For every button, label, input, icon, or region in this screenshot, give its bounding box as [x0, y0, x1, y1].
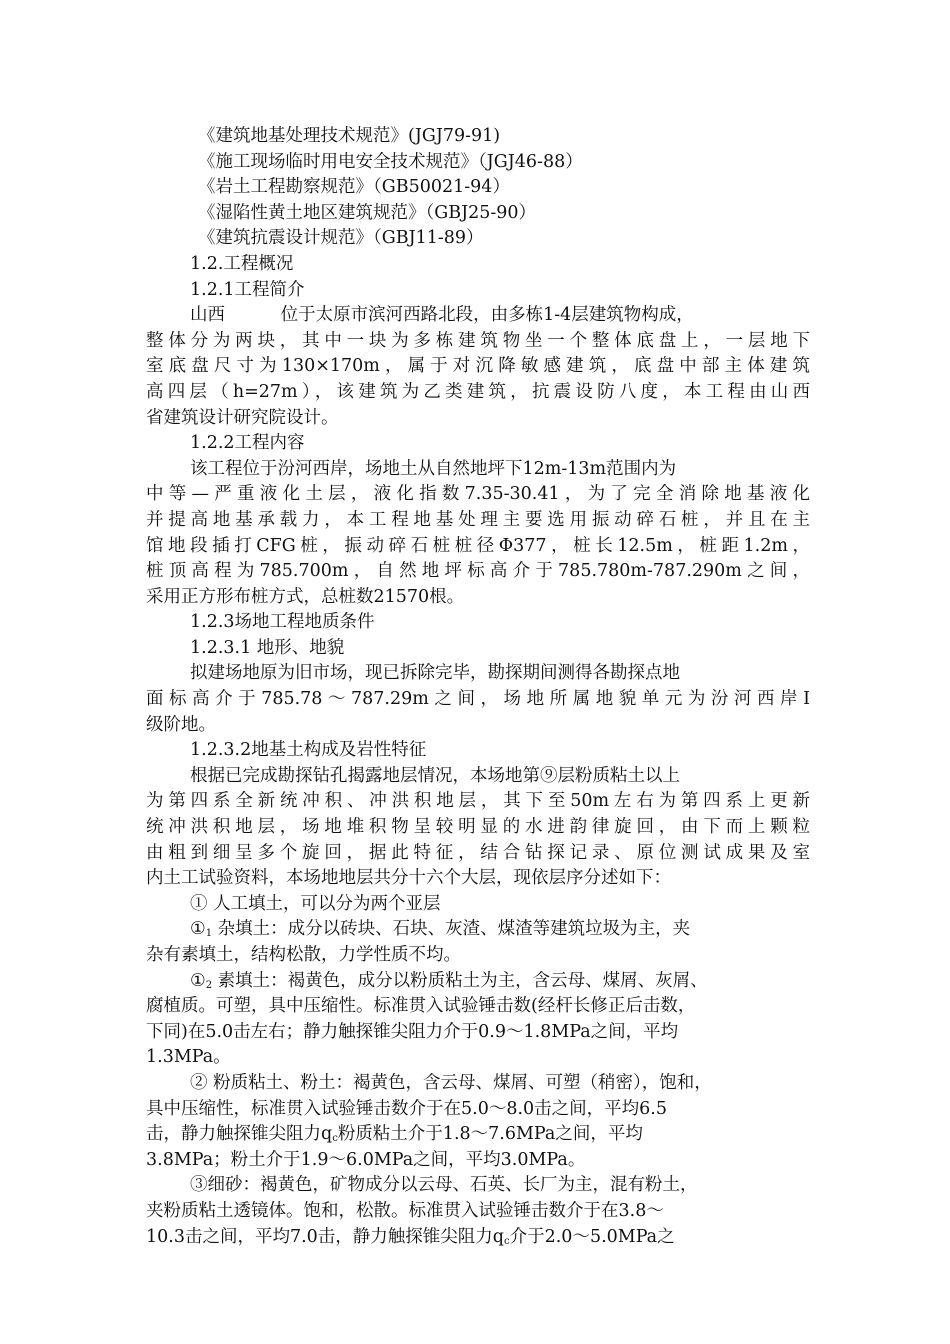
layer-1-2-text: 素填土：褐黄色，成分以粉质粘土为主，含云母、煤屑、灰屑、: [212, 970, 708, 991]
layer-2-line-3a: 击，静力触探锥尖阻力q: [146, 1124, 333, 1145]
layer-1-1-line-2: 杂有素填土，结构松散，力学性质不均。: [146, 945, 461, 965]
layer-3-line-2: 夹粉质粘土透镜体。饱和，松散。标准贯入试验锤击数介于在3.8～: [146, 1200, 664, 1221]
intro-line-2: 整体分为两块，其中一块为多栋建筑物坐一个整体底盘上，一层地下: [146, 330, 810, 351]
terrain-line-3: 级阶地。: [146, 714, 216, 735]
layer-2-qc-sub: c: [332, 1133, 338, 1145]
heading-1-2-3-1: 1.2.3.1 地形、地貌: [190, 637, 345, 658]
layer-1-2-line-1: [146, 969, 810, 995]
soil-line-2: 为第四系全新统冲积、冲洪积地层，其下至50m左右为第四系上更新: [146, 791, 810, 812]
soil-line-3: 统冲洪积地层，场地堆积物呈较明显的水进韵律旋回，由下而上颗粒: [146, 817, 810, 838]
reference-4: 《湿陷性黄土地区建筑规范》（GBJ25-90）: [198, 202, 537, 223]
soil-line-4: 由粗到细呈多个旋回，据此特征，结合钻探记录、原位测试成果及室: [146, 842, 810, 863]
content-line-4: 馆地段插打CFG桩，振动碎石桩桩径Φ377，桩长12.5m，桩距1.2m，: [146, 535, 810, 556]
content-line-5: 桩顶高程为785.700m，自然地坪标高介于785.780m-787.290m之间，: [146, 561, 810, 582]
layer-2-line-3b: 粉质粘土介于1.8～7.6MPa之间，平均: [337, 1124, 643, 1145]
layer-1-1-line-1: [146, 917, 810, 943]
heading-1-2-3: 1.2.3场地工程地质条件: [190, 612, 375, 633]
heading-1-2-2: 1.2.2工程内容: [190, 433, 305, 454]
layer-3-line-1: ③细砂：褐黄色，矿物成分以云母、石英、长厂为主，混有粉土，: [190, 1175, 698, 1196]
heading-1-2-3-2: 1.2.3.2地基土构成及岩性特征: [190, 740, 427, 761]
document-page: [146, 124, 810, 1250]
terrain-line-1: 拟建场地原为旧市场，现已拆除完毕，勘探期间测得各勘探点地: [190, 663, 680, 684]
layer-2-line-3: [146, 1122, 810, 1148]
layer-2-line-4: 3.8MPa；粉土介于1.9～6.0MPa之间，平均3.0MPa。: [146, 1149, 586, 1170]
layer-3-line-3a: 10.3击之间，平均7.0击，静力触探锥尖阻力q: [146, 1226, 504, 1247]
layer-3-qc-sub: c: [504, 1235, 510, 1247]
intro-line-4: 高四层（h=27m），该建筑为乙类建筑，抗震设防八度，本工程由山西: [146, 381, 810, 402]
layer-1-2-line-2: 腐植质。可塑，具中压缩性。标准贯入试验锤击数(经杆长修正后击数，: [146, 996, 696, 1017]
intro-line-5: 省建筑设计研究院设计。: [146, 407, 339, 428]
layer-1-2-mark: ①: [190, 970, 206, 991]
reference-3: 《岩土工程勘察规范》（GB50021-94）: [198, 177, 510, 198]
layer-1-2-line-3: 下同)在5.0击左右；静力触探锥尖阻力介于0.9～1.8MPa之间，平均: [146, 1021, 679, 1042]
intro-line-1: 山西 位于太原市滨河西路北段，由多栋1-4层建筑物构成，: [190, 305, 694, 326]
intro-line-3: 室底盘尺寸为130×170m，属于对沉降敏感建筑，底盘中部主体建筑: [146, 356, 810, 377]
layer-1-2-line-4: 1.3MPa。: [146, 1047, 231, 1068]
reference-2: 《施工现场临时用电安全技术规范》（JGJ46-88）: [198, 151, 583, 172]
layer-1-2-sub: 2: [205, 979, 213, 991]
layer-1-1-text: 杂填土：成分以砖块、石块、灰渣、煤渣等建筑垃圾为主，夹: [212, 919, 691, 940]
layer-2-line-1: ② 粉质粘土、粉土：褐黄色，含云母、煤屑、可塑（稍密），饱和，: [190, 1072, 712, 1093]
reference-5: 《建筑抗震设计规范》（GBJ11-89）: [198, 228, 484, 249]
soil-line-5: 内土工试验资料，本场地地层共分十六个大层，现依层序分述如下：: [146, 868, 671, 889]
content-line-2: 中等—严重液化土层，液化指数7.35-30.41，为了完全消除地基液化: [146, 484, 810, 505]
layer-2-line-2: 具中压缩性，标准贯入试验锤击数介于在5.0～8.0击之间，平均6.5: [146, 1098, 667, 1119]
content-line-1: 该工程位于汾河西岸，场地土从自然地坪下12m-13m范围内为: [190, 458, 677, 479]
heading-1-2-1: 1.2.1工程简介: [190, 279, 305, 300]
layer-3-line-3: [146, 1225, 810, 1251]
terrain-line-2: 面标高介于785.78～787.29m之间，场地所属地貌单元为汾河西岸Ⅰ: [146, 689, 810, 710]
layer-1-1-mark: ①: [190, 919, 206, 940]
soil-line-1: 根据已完成勘探钻孔揭露地层情况，本场地第⑨层粉质粘土以上: [190, 765, 680, 786]
heading-1-2: 1.2.工程概况: [190, 253, 294, 274]
layer-1-1-sub: 1: [205, 928, 213, 940]
reference-1: 《建筑地基处理技术规范》(JGJ79-91): [198, 126, 501, 146]
content-line-6: 采用正方形布桩方式，总桩数21570根。: [146, 586, 465, 607]
content-line-3: 并提高地基承载力，本工程地基处理主要选用振动碎石桩，并且在主: [146, 509, 810, 530]
layer-1-heading: ① 人工填土，可以分为两个亚层: [190, 893, 441, 914]
layer-3-line-3b: 介于2.0～5.0MPa之: [509, 1226, 675, 1247]
